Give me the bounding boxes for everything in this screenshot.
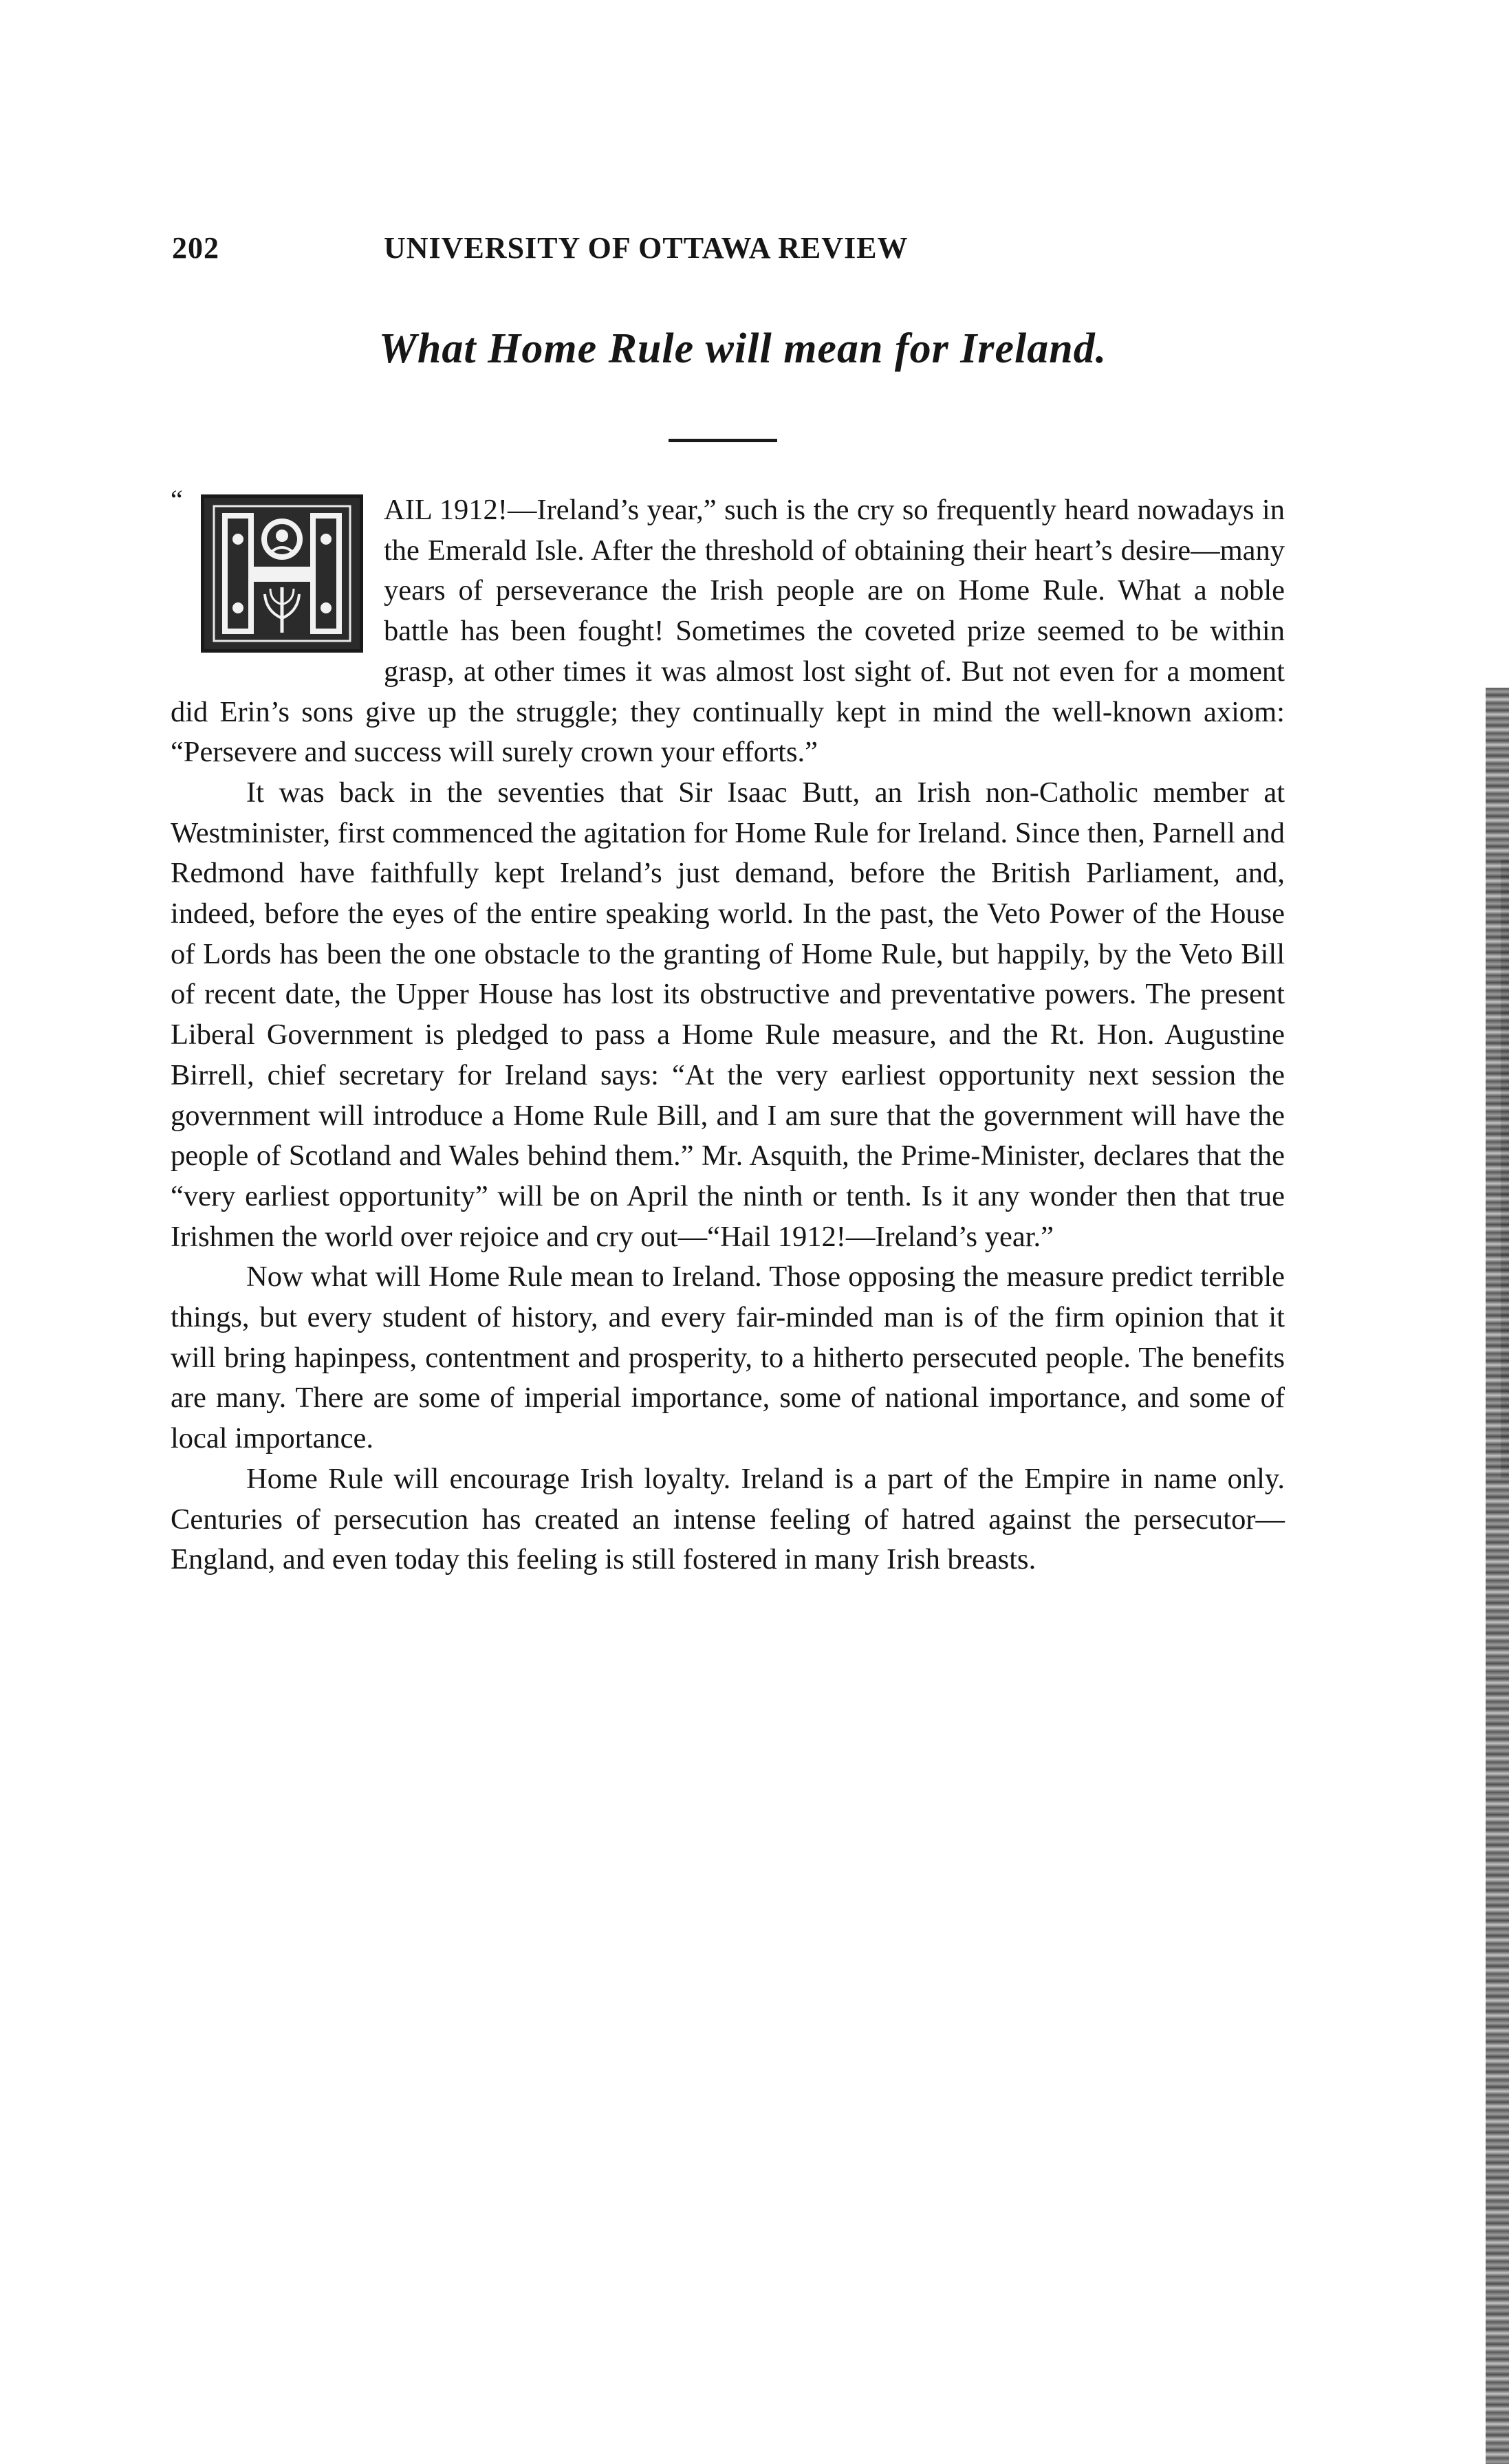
paragraph-1-text: AIL 1912!—Ireland’s year,” such is the cry so frequently heard nowadays in the Emerald Isle. After the threshold of obtaining their heart’s desire—many years of perseverance the Irish people are on Home Rule. What a noble battle has been fought! Sometimes the coveted prize seemed to be within grasp, at other times it was almost lost sight of. But not even for a moment did Erin’s sons give up the struggle; they continually kept in mind the well-known axiom: “Persevere and success will surely crown your efforts.”	[171, 494, 1285, 769]
paragraph-3: Now what will Home Rule mean to Ireland. Those opposing the measure predict terrible things, but every student of history, and every fair-minded man is of the firm opinion that it will bring hapinpess, contentment and prosperity, to a hitherto persecuted people. The benefits are many. There are some of imperial importance, some of national importance, and some of local importance.	[171, 1261, 1285, 1455]
title-divider	[669, 439, 777, 442]
journal-title: UNIVERSITY OF OTTAWA REVIEW	[384, 231, 909, 265]
dropcap-illustration	[201, 494, 363, 653]
scan-edge-shadow	[1486, 688, 1509, 2464]
paragraph-4: Home Rule will encourage Irish loyalty. Ireland is a part of the Empire in name only. Centuries of persecution has created an intense feeling of hatred against the persecutor—England, and even today this feeling is still fostered in many Irish breasts.	[171, 1462, 1285, 1576]
running-head	[172, 230, 1314, 272]
article-title: What Home Rule will mean for Ireland.	[378, 325, 1107, 372]
paragraph-1	[171, 484, 1285, 773]
page-number: 202	[172, 231, 219, 265]
opening-quote-mark: “	[171, 484, 183, 515]
paragraph-2: It was back in the seventies that Sir Isaac Butt, an Irish non-Catholic member at Westminister, first commenced the agitation for Home Rule for Ireland. Since then, Parnell and Redmond have faithfully kept Ireland’s just demand, before the British Parliament, and, indeed, before the eyes of the entire speaking world. In the past, the Veto Power of the House of Lords has been the one obstacle to the granting of Home Rule, but happily, by the Veto Bill of recent date, the Upper House has lost its obstructive and preventative powers. The present Liberal Government is pledged to pass a Home Rule measure, and the Rt. Hon. Augustine Birrell, chief secretary for Ireland says: “At the very earliest opportunity next session the government will introduce a Home Rule Bill, and I am sure that the government will have the people of Scotland and Wales behind them.” Mr. Asquith, the Prime-Minister, declares that the “very earliest opportunity” will be on April the ninth or tenth. Is it any wonder then that true Irishmen the world over rejoice and cry out—“Hail 1912!—Ireland’s year.”	[171, 776, 1285, 1253]
article-body	[171, 484, 1285, 1580]
